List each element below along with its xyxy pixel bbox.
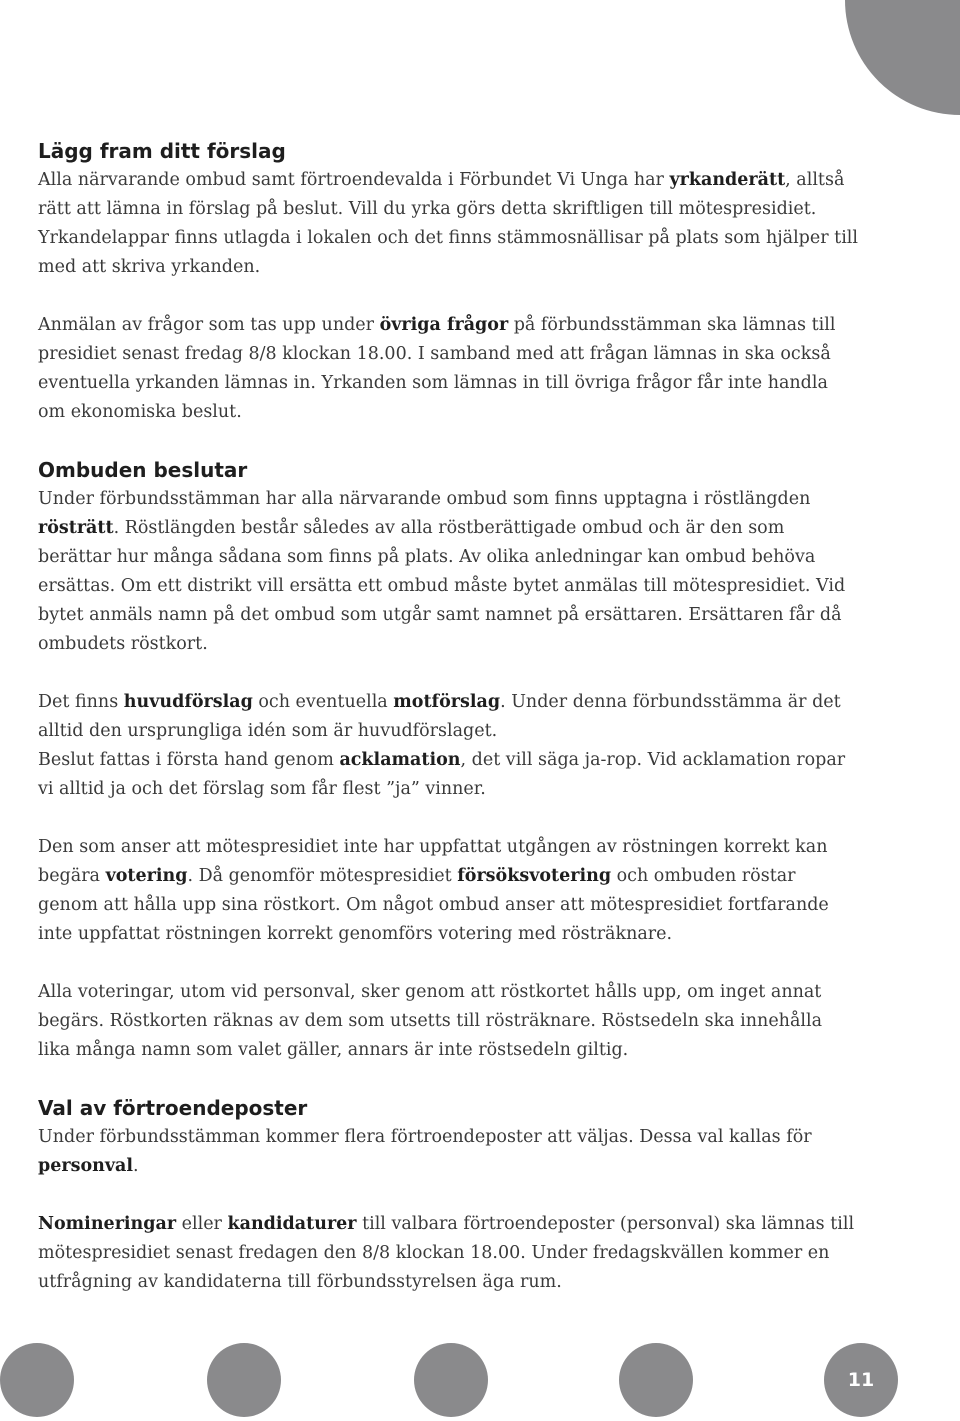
footer-circle-2	[207, 1343, 281, 1417]
paragraph-nomineringar: Nomineringar eller kandidaturer till valbara förtroendeposter (personval) ska lämnas till mötespresidiet senast fredagen den 8/8 klockan 18.00. Under fredagskvällen kommer en utfrågning av kandidaterna till förbundsstyrelsen äga rum.	[38, 1214, 855, 1292]
paragraph-yrkanderatt: Alla närvarande ombud samt förtroendevalda i Förbundet Vi Unga har yrkanderätt, alltså rätt att lämna in förslag på beslut. Vill du yrka görs detta skriftligen till mötespresidiet. Yrkandelappar finns utlagda i lokalen och det finns stämmosnällisar på plats som hjälper till med att skriva yrkanden.	[38, 170, 858, 277]
paragraph-huvudforslag: Det finns huvudförslag och eventuella motförslag. Under denna förbundsstämma är det alltid den ursprungliga idén som är huvudförslaget.	[38, 692, 841, 741]
paragraph-voteringar: Alla voteringar, utom vid personval, sker genom att röstkortet hålls upp, om inget annat begärs. Röstkorten räknas av dem som utsetts till rösträknare. Röstsedeln ska innehålla lika många namn som valet gäller, annars är inte röstsedeln giltig.	[38, 982, 823, 1060]
footer-circle-3	[414, 1343, 488, 1417]
paragraph-ovriga-fragor: Anmälan av frågor som tas upp under övriga frågor på förbundsstämman ska lämnas till presidiet senast fredag 8/8 klockan 18.00. I samband med att frågan lämnas in ska också eventuella yrkanden lämnas in. Yrkanden som lämnas in till övriga frågor får inte handla om ekonomiska beslut.	[38, 315, 836, 422]
footer-circle-1	[0, 1343, 74, 1417]
document-body	[38, 136, 858, 1297]
heading-lagg-fram: Lägg fram ditt förslag	[38, 139, 286, 163]
corner-decor-circle	[845, 0, 960, 115]
paragraph-votering: Den som anser att mötespresidiet inte har uppfattat utgången av röstningen korrekt kan begära votering. Då genomför mötespresidiet försöksvotering och ombuden röstar genom att hålla upp sina röstkort. Om något ombud anser att mötespresidiet fortfarande inte uppfattat röstningen korrekt genomförs votering med rösträknare.	[38, 837, 829, 944]
page-number-badge	[824, 1343, 898, 1417]
paragraph-personval: Under förbundsstämman kommer flera förtroendeposter att väljas. Dessa val kallas för personval.	[38, 1127, 812, 1176]
footer-circle-4	[619, 1343, 693, 1417]
paragraph-acklamation: Beslut fattas i första hand genom acklamation, det vill säga ja-rop. Vid acklamation ropar vi alltid ja och det förslag som får flest ”ja” vinner.	[38, 750, 846, 799]
page-number: 11	[847, 1369, 875, 1391]
paragraph-rostratt: Under förbundsstämman har alla närvarande ombud som finns upptagna i röstlängden rösträtt. Röstlängden består således av alla röstberättigade ombud och är den som berättar hur många sådana som finns på plats. Av olika anledningar kan ombud behöva ersättas. Om ett distrikt vill ersätta ett ombud måste bytet anmälas till mötespresidiet. Vid bytet anmäls namn på det ombud som utgår samt namnet på ersättaren. Ersättaren får då ombudets röstkort.	[38, 489, 846, 654]
heading-ombuden-beslutar: Ombuden beslutar	[38, 458, 248, 482]
heading-val-av-fortroendeposter: Val av förtroendeposter	[38, 1096, 308, 1120]
